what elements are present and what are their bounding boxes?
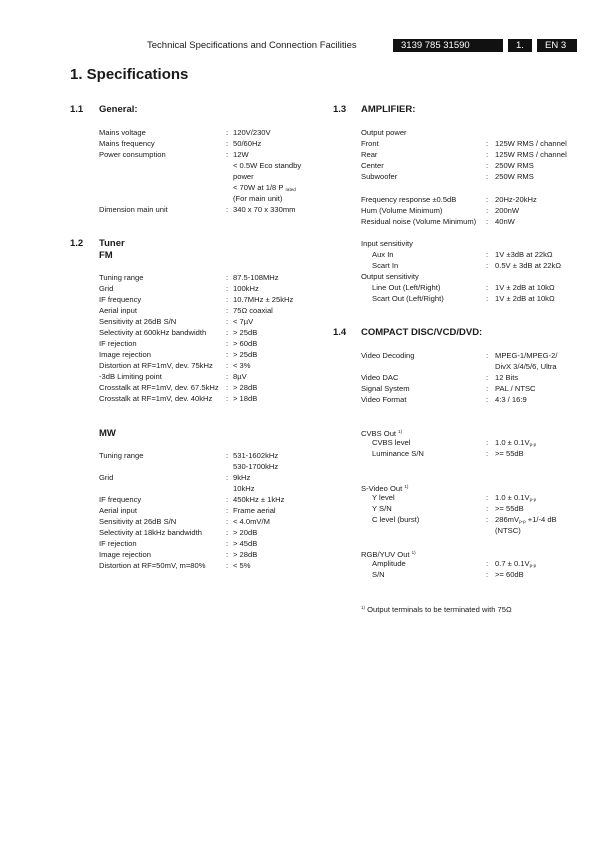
section-number-disc: 1.4: [333, 327, 347, 338]
vpp-subscript: p-p: [529, 442, 537, 447]
header-title: Technical Specifications and Connection Facilities: [147, 40, 357, 51]
section-title-amplifier: AMPLIFIER:: [361, 104, 416, 115]
group-label: Input sensitivity: [361, 239, 413, 248]
chapter-number: 1.: [516, 40, 524, 51]
section-number-tuner: 1.2: [70, 238, 84, 249]
page-number: EN 3: [545, 40, 567, 51]
page-number-box: [537, 39, 577, 52]
footnote-mark: 1): [361, 605, 366, 610]
group-label-rgb: RGB/YUV Out $^{1)}$: [361, 550, 416, 559]
doc-code: 3139 785 31590: [401, 40, 470, 51]
footnote-mark: 1): [404, 484, 409, 489]
group-label-cvbs: CVBS Out $^{1)}$: [361, 429, 403, 438]
section-title-disc: COMPACT DISC/VCD/DVD:: [361, 327, 483, 338]
vpp-subscript: p-p: [519, 519, 526, 524]
group-label-svideo: S-Video Out $^{1)}$: [361, 484, 409, 493]
chapter-box: [508, 39, 532, 52]
rated-subscript: rated: [285, 187, 296, 192]
page-title: 1. Specifications: [70, 66, 189, 83]
section-title-general: General:: [99, 104, 138, 115]
group-label: Output power: [361, 128, 407, 137]
doc-code-box: [393, 39, 503, 52]
section-number-amplifier: 1.3: [333, 104, 347, 115]
vpp-subscript: p-p: [529, 563, 537, 568]
section-number-general: 1.1: [70, 104, 84, 115]
subsection-title-mw: MW: [99, 428, 116, 439]
footnote-mark: 1): [398, 429, 403, 434]
vpp-subscript: p-p: [529, 497, 537, 502]
group-label: Output sensitivity: [361, 272, 419, 281]
section-title-tuner: Tuner: [99, 238, 125, 249]
footnote: $^{1)}$ Output terminals to be terminated with 75Ω: [361, 605, 512, 614]
footnote-mark: 1): [411, 550, 416, 555]
subsection-title-fm: FM: [99, 250, 113, 261]
